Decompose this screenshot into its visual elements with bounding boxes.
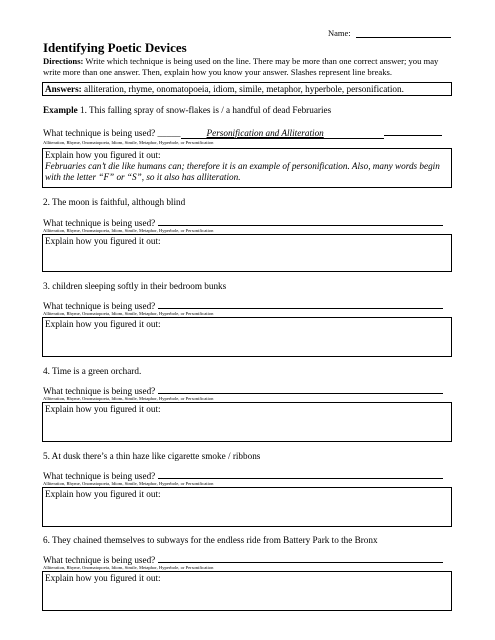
question-3-hint: Alliteration, Rhyme, Onomatopoeia, Idiom, Simile, Metaphor, Hyperbole, or Personification	[43, 311, 214, 316]
directions-label: Directions:	[43, 56, 84, 66]
question-6-hint: Alliteration, Rhyme, Onomatopoeia, Idiom, Simile, Metaphor, Hyperbole, or Personification	[43, 565, 214, 570]
question-3-answer-line[interactable]	[158, 299, 443, 309]
example-explain-label: Explain how you figured it out:	[45, 150, 161, 160]
name-field[interactable]	[328, 28, 451, 38]
example-label: Example	[43, 105, 78, 115]
worksheet-title: Identifying Poetic Devices	[43, 40, 187, 55]
example-prompt: What technique is being used? _____	[43, 128, 181, 138]
question-3: 3. children sleeping softly in their bedroom bunks	[43, 281, 227, 291]
question-3-explain-box[interactable]	[42, 317, 452, 357]
question-5-explain-label: Explain how you figured it out:	[45, 489, 161, 499]
name-label: Name:	[328, 28, 351, 38]
question-5-answer-line[interactable]	[158, 469, 443, 479]
question-3-technique-line	[43, 299, 443, 311]
question-6-prompt: What technique is being used?	[43, 555, 156, 565]
example-text: 1. This falling spray of snow-flakes is / a handful of dead Februaries	[77, 105, 332, 115]
question-2-answer-line[interactable]	[158, 216, 443, 226]
directions	[43, 56, 455, 77]
question-6: 6. They chained themselves to subways for the endless ride from Battery Park to the Bronx	[43, 535, 378, 545]
question-6-explain-box[interactable]	[42, 571, 452, 611]
question-4-explain-label: Explain how you figured it out:	[45, 404, 161, 414]
question-4-answer-line[interactable]	[158, 384, 443, 394]
example-technique-line	[43, 126, 442, 139]
question-6-technique-line	[43, 553, 443, 565]
question-5-prompt: What technique is being used?	[43, 471, 156, 481]
name-blank-line[interactable]	[356, 28, 451, 38]
question-4-prompt: What technique is being used?	[43, 386, 156, 396]
question-3-explain-label: Explain how you figured it out:	[45, 319, 161, 329]
question-6-answer-line[interactable]	[158, 553, 443, 563]
question-2: 2. The moon is faithful, although blind	[43, 197, 186, 207]
question-5-technique-line	[43, 469, 443, 481]
answers-box	[42, 82, 452, 96]
example-explain-box	[42, 148, 452, 188]
question-5: 5. At dusk there’s a thin haze like cigarette smoke / ribbons	[43, 451, 261, 461]
question-4-explain-box[interactable]	[42, 402, 452, 442]
question-2-technique-line	[43, 216, 443, 228]
answers-list: alliteration, rhyme, onomatopoeia, idiom, simile, metaphor, hyperbole, personification.	[84, 84, 404, 94]
question-5-hint: Alliteration, Rhyme, Onomatopoeia, Idiom, Simile, Metaphor, Hyperbole, or Personification	[43, 481, 214, 486]
example-answer: Personification and Alliteration	[181, 128, 384, 139]
question-4-hint: Alliteration, Rhyme, Onomatopoeia, Idiom, Simile, Metaphor, Hyperbole, or Personification	[43, 396, 214, 401]
question-2-prompt: What technique is being used?	[43, 218, 156, 228]
example-question	[43, 105, 331, 115]
question-6-explain-label: Explain how you figured it out:	[45, 573, 161, 583]
question-2-explain-box[interactable]	[42, 234, 452, 272]
question-4: 4. Time is a green orchard.	[43, 366, 142, 376]
question-2-explain-label: Explain how you figured it out:	[45, 236, 161, 246]
answers-label: Answers:	[45, 84, 82, 94]
question-2-hint: Alliteration, Rhyme, Onomatopoeia, Idiom, Simile, Metaphor, Hyperbole, or Personification	[43, 228, 214, 233]
directions-text: Write which technique is being used on the line. There may be more than one correct answer; you may write more than one answer. Then, explain how you know your answer. Slashes represent line breaks.	[43, 56, 439, 77]
example-blank-tail	[384, 126, 442, 136]
example-explanation: Februaries can’t die like humans can; therefore it is an example of personification. Also, many words begin with the letter “F” or “S”, so it also has alliteration.	[45, 161, 440, 182]
example-hint: Alliteration, Rhyme, Onomatopoeia, Idiom, Simile, Metaphor, Hyperbole, or Personification	[43, 140, 214, 145]
question-3-prompt: What technique is being used?	[43, 301, 156, 311]
question-4-technique-line	[43, 384, 443, 396]
question-5-explain-box[interactable]	[42, 487, 452, 527]
